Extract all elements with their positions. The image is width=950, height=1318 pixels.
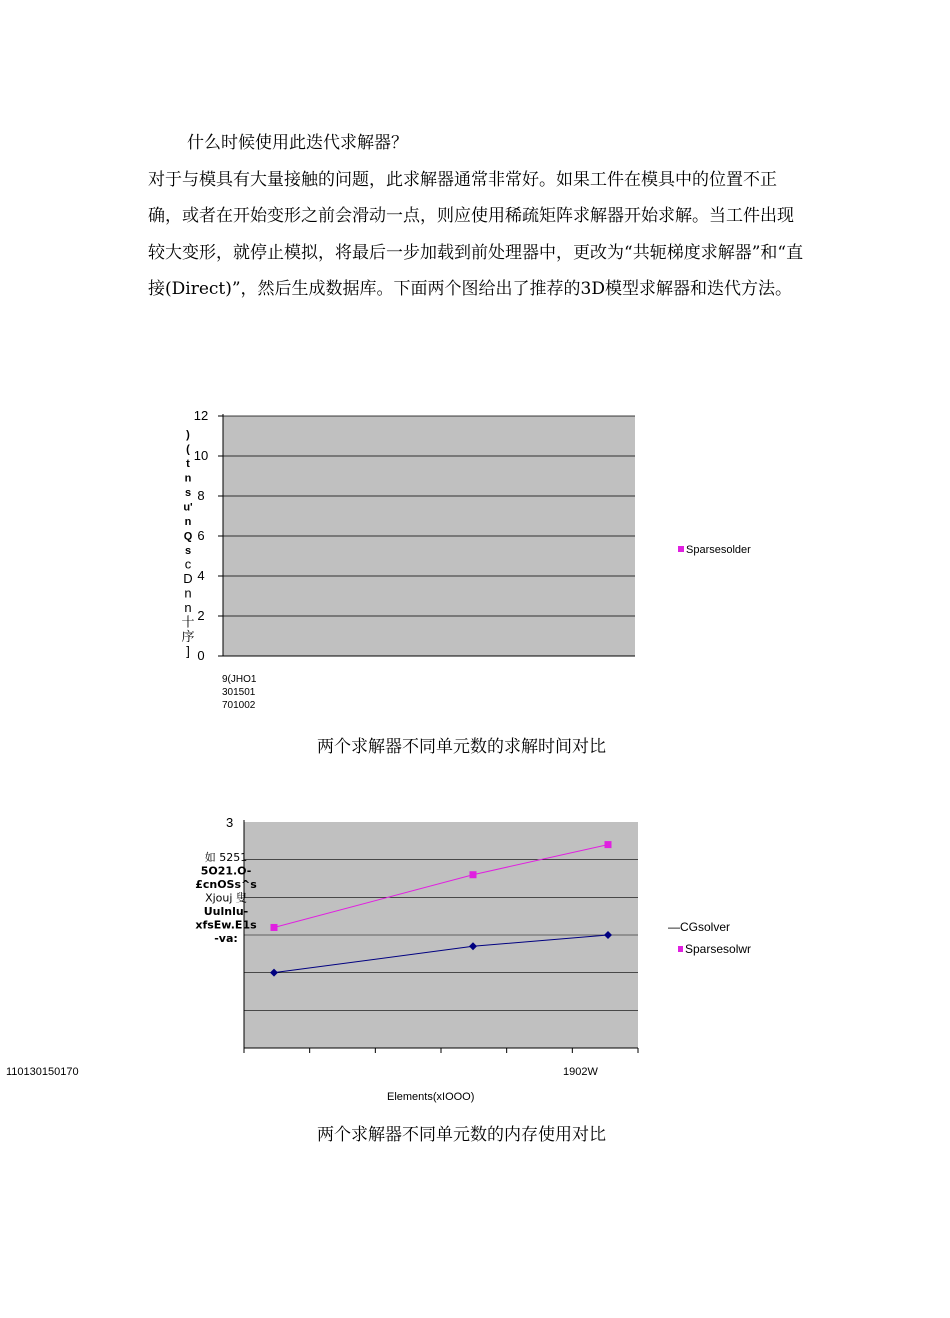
legend-cgsolver: —CGsolver xyxy=(668,920,731,934)
y-axis-label-char: D xyxy=(183,571,193,586)
caption-time: 两个求解器不同单元数的求解时间对比 xyxy=(317,737,606,757)
point-Sparsesolwr xyxy=(271,924,278,931)
y-axis-label-char: ] xyxy=(186,643,190,659)
x-tick-label: 9(JHO1 xyxy=(222,674,257,685)
legend-marker-sparse xyxy=(678,946,683,952)
x-axis-label: Elements(xIOOO) xyxy=(387,1091,475,1103)
y-axis-label-char: 序 xyxy=(181,629,195,644)
y-axis-label-char: s xyxy=(184,487,192,499)
y-axis-label-char: s xyxy=(184,545,192,557)
section-heading: 什么时候使用此迭代求解器？ xyxy=(187,133,408,153)
y-axis-label-char: u' xyxy=(183,501,193,514)
y-axis-label-char: ) xyxy=(186,429,190,441)
y-axis-label-char: 十 xyxy=(181,614,195,630)
solve-time-chart xyxy=(170,400,790,711)
y-axis-label-char: ( xyxy=(186,443,190,456)
x-tick-label: 701002 xyxy=(222,700,256,711)
legend-sparsesolder: Sparsesolder xyxy=(686,544,751,556)
x-tick-label: 301501 xyxy=(222,687,256,698)
y-tick-label: 2 xyxy=(197,608,205,623)
y-axis-label-char: n xyxy=(184,516,192,528)
y-axis-label-char: n xyxy=(184,600,192,615)
legend-marker-sparse xyxy=(678,546,684,552)
y-tick-label: 6 xyxy=(197,528,205,543)
y-axis-label-line: -va: xyxy=(214,932,238,945)
x-tick-left: 110130150170 xyxy=(6,1066,79,1078)
y-axis-label-char: c xyxy=(184,556,192,572)
point-Sparsesolwr xyxy=(470,871,477,878)
y-axis-label-char: n xyxy=(184,472,192,485)
y-axis-label-char: n xyxy=(184,585,192,601)
y-tick-label: 0 xyxy=(197,648,205,663)
y-tick-label: 4 xyxy=(197,568,205,583)
y-axis-label-line: Xjouj 叟 xyxy=(205,891,247,905)
x-tick-right: 1902W xyxy=(563,1066,598,1078)
memory-chart xyxy=(0,805,950,1103)
y-axis-label-char: Q xyxy=(183,530,193,543)
body-paragraph: 对于与模具有大量接触的问题，此求解器通常非常好。如果工件在模具中的位置不正确，或者在开始变形之前会滑动一点，则应使用稀疏矩阵求解器开始求解。当工件出现较大变形，就停止模拟，将最后一步加载到前处理器中，更改为“共轭梯度求解器”和“直接(Direct)”，然后生成数据库。下面两个图给出了推荐的3D模型求解器和迭代方法。 xyxy=(148,170,804,300)
y-tick-label: 12 xyxy=(193,408,209,423)
legend-sparsesolwr: Sparsesolwr xyxy=(685,942,752,956)
y-axis-label-line: 5O21.O- xyxy=(200,864,252,878)
y-tick-label: 10 xyxy=(193,448,209,463)
y-tick-label: 8 xyxy=(197,488,205,503)
y-tick-3: 3 xyxy=(226,815,234,830)
y-axis-label-line: Uulnlu- xyxy=(203,905,249,918)
y-axis-label-line: £cnOSs^s xyxy=(195,878,257,891)
y-axis-label-char: t xyxy=(186,458,190,470)
point-Sparsesolwr xyxy=(605,841,612,848)
y-axis-label-line: xfsEw.E1s xyxy=(195,918,257,932)
y-axis-label-line: 如 5251 xyxy=(204,851,248,864)
caption-memory: 两个求解器不同单元数的内存使用对比 xyxy=(317,1125,606,1145)
